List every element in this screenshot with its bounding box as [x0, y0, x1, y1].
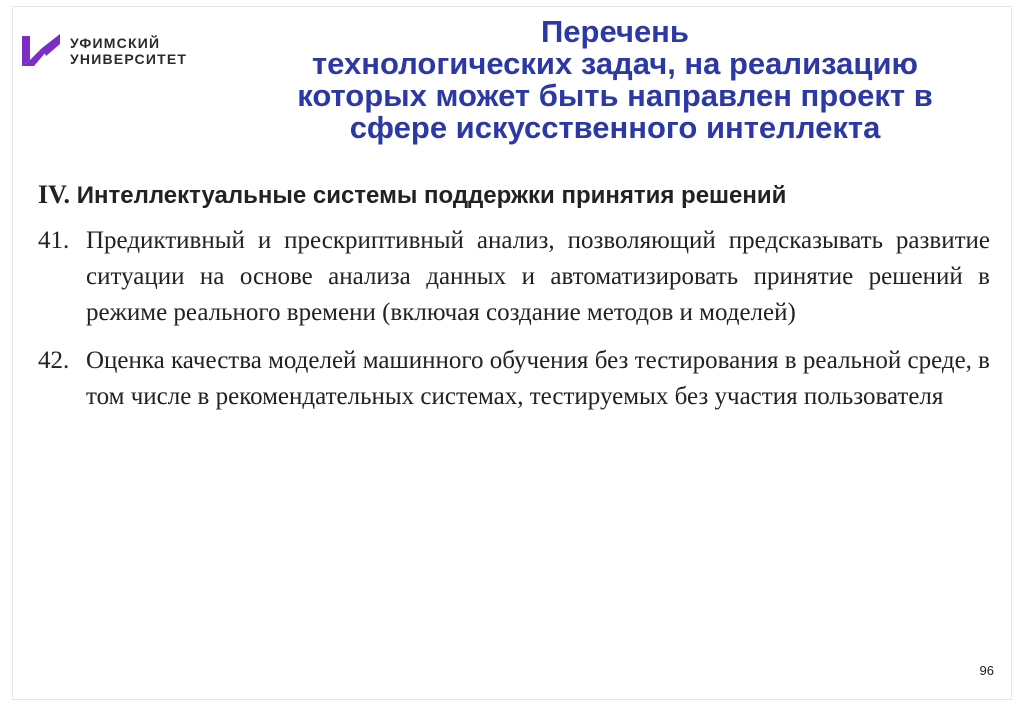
list-item-text: Предиктивный и прескриптивный анализ, позволяющий предсказывать развитие ситуации на основе анализа данных и автоматизировать принятие решений в режиме реального времени (включая создание методов и моделей): [86, 227, 990, 326]
section-number: IV.: [38, 180, 71, 209]
logo-text: [70, 35, 187, 67]
page-number: 96: [979, 663, 994, 678]
section-title: Интеллектуальные системы поддержки принятия решений: [76, 182, 787, 209]
title-line-2: технологических задач, на реализацию: [311, 46, 918, 81]
title-line-3: которых может быть направлен проект в: [297, 78, 933, 113]
slide-content: [38, 176, 990, 427]
university-logo: [20, 30, 187, 72]
university-logo-icon: [20, 30, 62, 72]
logo-line-2: УНИВЕРСИТЕТ: [70, 51, 188, 67]
list-item-number: 42.: [38, 347, 70, 374]
logo-line-1: УФИМСКИЙ: [70, 35, 161, 51]
list-item-text: Оценка качества моделей машинного обучения без тестирования в реальной среде, в том числе в рекомендательных системах, тестируемых без участия пользователя: [86, 347, 990, 410]
list-item: [38, 223, 990, 331]
list-item-number: 41.: [38, 227, 70, 254]
section-heading: [38, 176, 990, 215]
title-line-1: Перечень: [541, 14, 689, 49]
slide-title: [205, 16, 1024, 144]
list-item: [38, 343, 990, 415]
title-line-4: сфере искусственного интеллекта: [349, 110, 881, 145]
